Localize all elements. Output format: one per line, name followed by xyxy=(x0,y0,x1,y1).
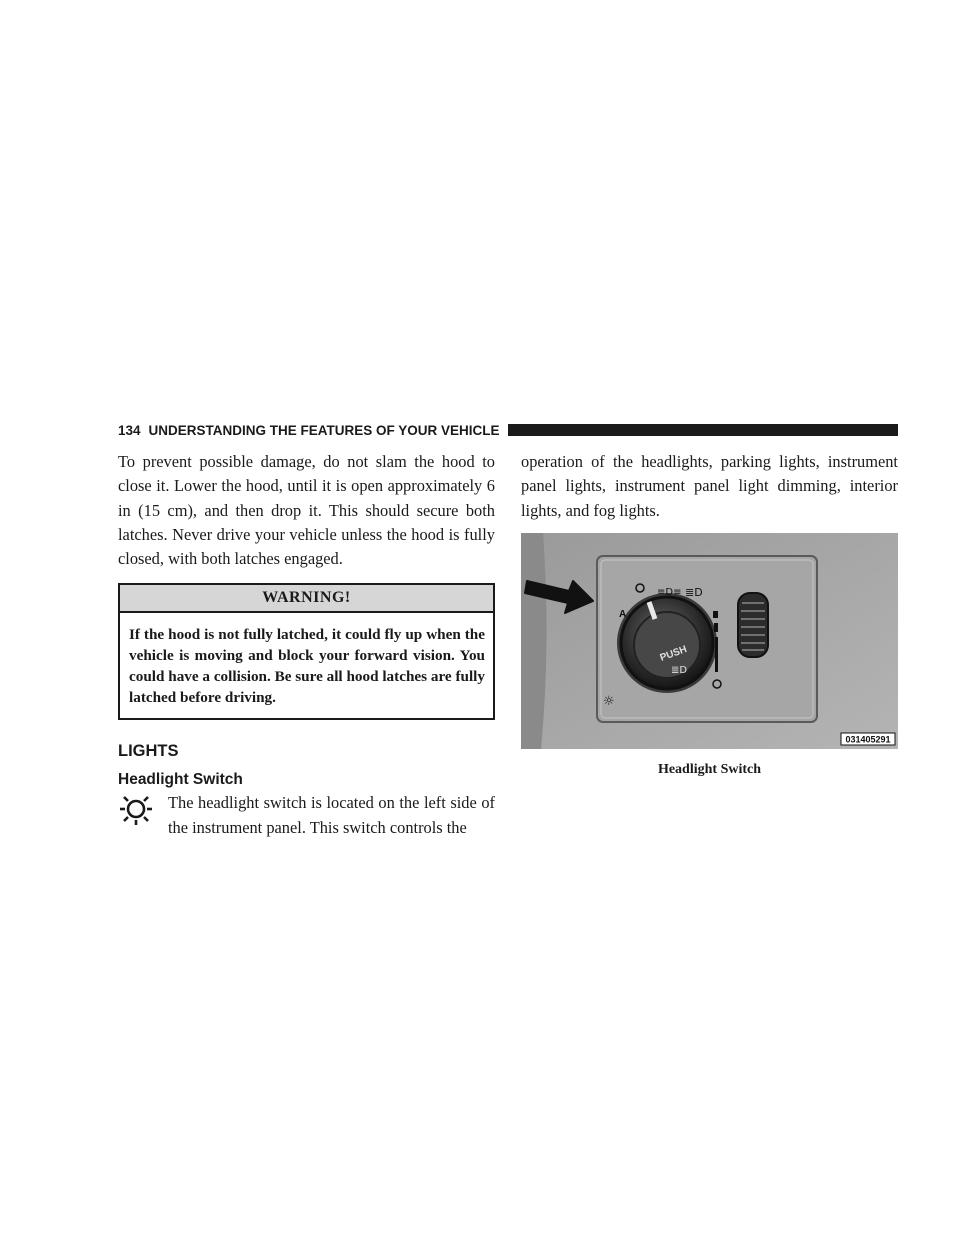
svg-text:≣D: ≣D xyxy=(671,664,688,676)
page-number: 134 xyxy=(118,422,141,438)
right-column xyxy=(521,450,898,778)
page-header xyxy=(118,421,898,439)
left-column xyxy=(118,450,495,840)
warning-text: If the hood is not fully latched, it could fly up when the vehicle is moving and block your forward vision. You could have a collision. Be sure all hood latches are fully latched before driving. xyxy=(129,626,485,707)
warning-box xyxy=(118,583,495,720)
headlight-switch-heading: Headlight Switch xyxy=(118,771,243,789)
svg-text:≡D≡: ≡D≡ xyxy=(657,586,682,598)
headlight-paragraph-block xyxy=(118,791,495,840)
hood-paragraph: To prevent possible damage, do not slam the hood to close it. Lower the hood, until it is open approximately 6 in (15 cm), and then drop it. This should secure both latches. Never drive your vehicle unless the hood is fully closed, with both latches engaged. xyxy=(118,452,495,569)
headlight-switch-photo xyxy=(521,533,898,749)
section-title: UNDERSTANDING THE FEATURES OF YOUR VEHICLE xyxy=(148,422,500,438)
headlight-paragraph: The headlight switch is located on the left side of the instrument panel. This switch controls the xyxy=(168,793,495,837)
svg-text:☼: ☼ xyxy=(603,693,615,709)
image-code: 031405291 xyxy=(845,734,891,745)
knob-push-label: PUSH xyxy=(658,643,689,664)
header-rule xyxy=(508,424,898,436)
continued-paragraph: operation of the headlights, parking lights, instrument panel lights, instrument panel light dimming, interior lights, and fog lights. xyxy=(521,452,898,520)
auto-position-label: A xyxy=(619,608,627,620)
warning-title: WARNING! xyxy=(120,585,493,613)
headlight-symbol-icon xyxy=(118,791,154,827)
figure-caption: Headlight Switch xyxy=(657,761,762,777)
svg-text:≣D: ≣D xyxy=(685,585,703,599)
lights-heading: LIGHTS xyxy=(118,742,179,761)
